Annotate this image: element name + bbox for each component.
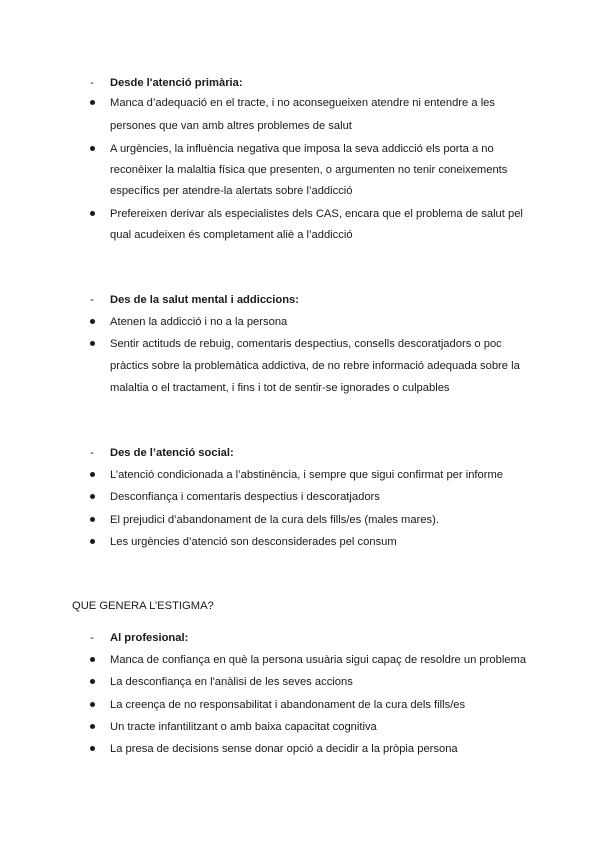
bullet-dot <box>90 472 95 477</box>
bullet-line: La creença de no responsabilitat i abandonament de la cura dels fills/es <box>110 699 466 711</box>
bullet-dot <box>90 100 95 105</box>
bullet-line: Un tracte infantilitzant o amb baixa capacitat cognitiva <box>110 721 377 733</box>
bullet-dot <box>90 494 95 499</box>
bullet-line: La presa de decisions sense donar opció a decidir a la pròpia persona <box>110 743 458 755</box>
bullet-line: Sentir actituds de rebuig, comentaris despectius, consells descoratjadors o poc <box>110 338 502 350</box>
bullet-line: malaltia o el tractament, i fins i tot de sentir-se ignorades o culpables <box>110 382 450 394</box>
bullet-line: Manca de confiança en què la persona usuària sigui capaç de resoldre un problema <box>110 654 527 666</box>
bullet-dot <box>90 702 95 707</box>
bullet-line: reconèixer la malaltia física que presenten, o argumenten no tenir coneixements <box>110 164 508 176</box>
dash-marker: - <box>90 77 94 89</box>
bullet-line: La desconfiança en l'anàlisi de les seves accions <box>110 676 353 688</box>
bullet-dot <box>90 146 95 151</box>
section-heading-professional: Al profesional: <box>110 632 189 644</box>
bullet-dot <box>90 679 95 684</box>
bullet-dot <box>90 341 95 346</box>
bullet-dot <box>90 657 95 662</box>
bullet-dot <box>90 539 95 544</box>
bullet-line: L’atenció condicionada a l’abstinència, i sempre que sigui confirmat per informe <box>110 469 504 481</box>
bullet-line: pràctics sobre la problemàtica addictiva, de no rebre informació adequada sobre la <box>110 360 520 372</box>
bullet-line: Manca d’adequació en el tracte, i no aconsegueixen atendre ni entendre a les <box>110 97 495 109</box>
dash-marker: - <box>90 447 94 459</box>
bullet-dot <box>90 211 95 216</box>
bullet-line: específics per atendre-la alertats sobre l’addicció <box>110 185 353 197</box>
bullet-line: Atenen la addicció i no a la persona <box>110 316 288 328</box>
dash-marker: - <box>90 632 94 644</box>
bullet-line: El prejudici d’abandonament de la cura dels fills/es (males mares). <box>110 514 439 526</box>
section-title: QUE GENERA L’ESTIGMA? <box>72 600 214 612</box>
section-heading-social-care: Des de l’atenció social: <box>110 447 234 459</box>
bullet-line: Les urgències d’atenció son desconsiderades pel consum <box>110 536 397 548</box>
bullet-line: qual acudeixen és completament aliè a l’addicció <box>110 229 353 241</box>
section-heading-mental-health: Des de la salut mental i addiccions: <box>110 294 300 306</box>
bullet-dot <box>90 724 95 729</box>
bullet-dot <box>90 746 95 751</box>
bullet-dot <box>90 517 95 522</box>
dash-marker: - <box>90 294 94 306</box>
bullet-line: A urgències, la influència negativa que imposa la seva addicció els porta a no <box>110 143 494 155</box>
section-heading-primary-care: Desde l'atenció primària: <box>110 77 243 89</box>
bullet-dot <box>90 319 95 324</box>
bullet-line: Desconfiança i comentaris despectius i descoratjadors <box>110 491 380 503</box>
bullet-line: Prefereixen derivar als especialistes dels CAS, encara que el problema de salut pel <box>110 208 523 220</box>
bullet-line: persones que van amb altres problemes de salut <box>110 120 352 132</box>
